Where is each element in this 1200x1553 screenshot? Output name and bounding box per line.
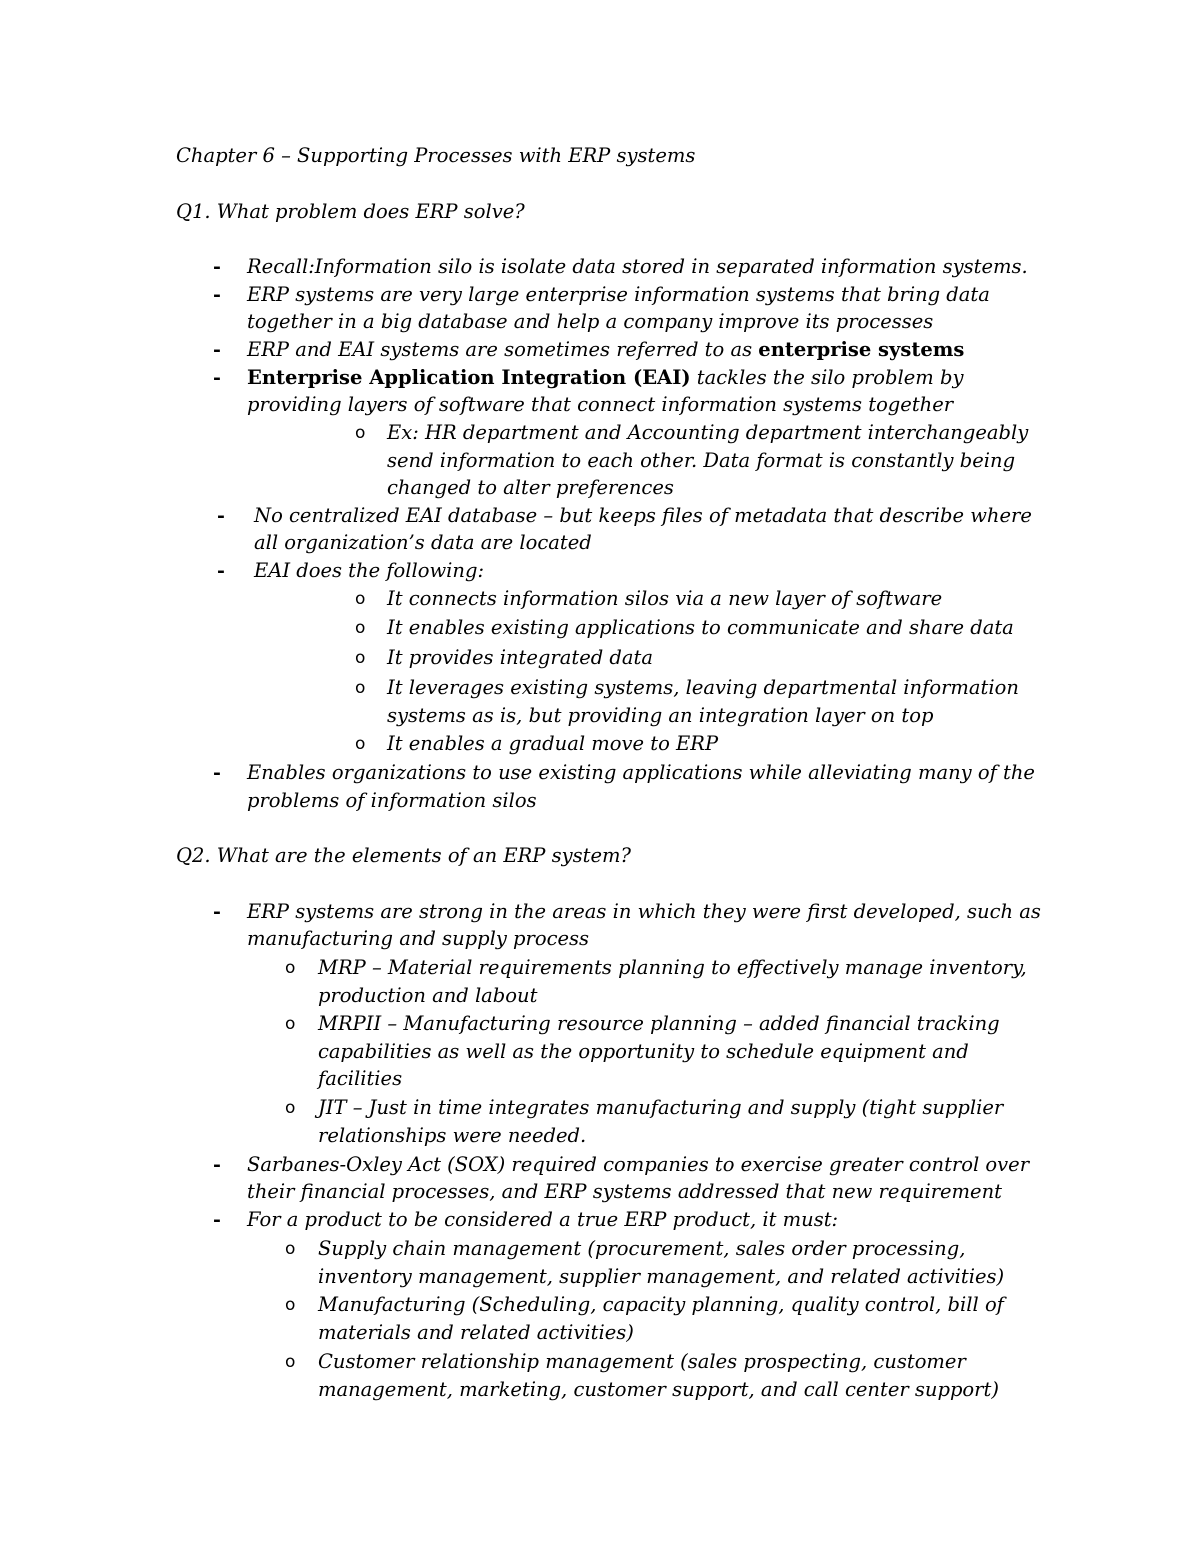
sub-item-text: materials and related activities) [318,1321,634,1344]
bullet-circle: o [285,1014,296,1034]
list-item-text: Enables organizations to use existing applications while alleviating many of the [247,761,1035,784]
list-item-text-part: ERP and EAI systems are sometimes referred to as [247,338,759,361]
sub-item-text: systems as is, but providing an integration layer on top [387,704,934,727]
list-item-text [247,365,963,391]
sub-item-text: It provides integrated data [387,646,653,669]
sub-item-text: facilities [318,1067,403,1090]
list-item-text: providing layers of software that connect information systems together [247,393,954,416]
sub-item-text: It leverages existing systems, leaving departmental information [387,676,1019,699]
list-item-text: manufacturing and supply process [247,927,590,950]
sub-item-text: JIT – Just in time integrates manufacturing and supply (tight supplier [318,1096,1004,1119]
list-item-text: Recall:Information silo is isolate data stored in separated information systems. [247,255,1028,278]
sub-item-text: It enables a gradual move to ERP [387,732,719,755]
bullet-dash: - [217,560,225,582]
list-item-text: No centralized EAI database – but keeps files of metadata that describe where [254,504,1032,527]
sub-item-text: It enables existing applications to communicate and share data [387,616,1014,639]
sub-item-text: Manufacturing (Scheduling, capacity planning, quality control, bill of [318,1293,1004,1316]
sub-item-text: Supply chain management (procurement, sales order processing, [318,1237,966,1260]
sub-item-text: capabilities as well as the opportunity to schedule equipment and [318,1040,969,1063]
q2-heading: Q2. What are the elements of an ERP system? [176,844,631,867]
list-item-text: ERP systems are strong in the areas in which they were first developed, such as [247,900,1041,923]
bullet-dash: - [213,762,221,784]
sub-item-text: management, marketing, customer support, and call center support) [318,1378,999,1401]
list-item-text: all organization’s data are located [254,531,592,554]
bold-term: Enterprise Application Integration (EAI) [247,366,691,389]
sub-item-text: MRP – Material requirements planning to effectively manage inventory, [318,956,1027,979]
bullet-circle: o [285,1239,296,1259]
list-item-text: ERP systems are very large enterprise information systems that bring data [247,283,990,306]
bold-term: enterprise systems [758,338,965,361]
bullet-circle: o [355,648,366,668]
q1-heading: Q1. What problem does ERP solve? [176,200,525,223]
document-title: Chapter 6 – Supporting Processes with ERP systems [176,144,696,167]
sub-item-text: send information to each other. Data format is constantly being [387,449,1016,472]
sub-item-text: Customer relationship management (sales prospecting, customer [318,1350,966,1373]
bullet-circle: o [285,1295,296,1315]
list-item-text: For a product to be considered a true ERP product, it must: [247,1208,839,1231]
list-item-text: EAI does the following: [254,559,485,582]
bullet-circle: o [355,734,366,754]
bullet-circle: o [285,1098,296,1118]
list-item-text: Sarbanes-Oxley Act (SOX) required companies to exercise greater control over [247,1153,1030,1176]
sub-item-text: Ex: HR department and Accounting department interchangeably [387,421,1029,444]
sub-item-text: changed to alter preferences [387,476,674,499]
bullet-dash: - [213,367,221,389]
bullet-circle: o [355,678,366,698]
bullet-dash: - [213,901,221,923]
bullet-circle: o [355,423,366,443]
sub-item-text: relationships were needed. [318,1124,587,1147]
sub-item-text: MRPII – Manufacturing resource planning – added financial tracking [318,1012,1000,1035]
bullet-dash: - [217,505,225,527]
bullet-dash: - [213,256,221,278]
bullet-circle: o [285,958,296,978]
bullet-circle: o [355,618,366,638]
bullet-circle: o [355,589,366,609]
bullet-dash: - [213,284,221,306]
list-item-text: problems of information silos [247,789,537,812]
bullet-dash: - [213,1154,221,1176]
bullet-circle: o [285,1352,296,1372]
list-item-text-part: tackles the silo problem by [690,366,964,389]
list-item-text: their financial processes, and ERP systems addressed that new requirement [247,1180,1002,1203]
sub-item-text: production and labout [318,984,538,1007]
sub-item-text: inventory management, supplier management, and related activities) [318,1265,1005,1288]
list-item-text: together in a big database and help a company improve its processes [247,310,934,333]
bullet-dash: - [213,339,221,361]
bullet-dash: - [213,1209,221,1231]
list-item-text [247,337,964,363]
sub-item-text: It connects information silos via a new layer of software [387,587,943,610]
